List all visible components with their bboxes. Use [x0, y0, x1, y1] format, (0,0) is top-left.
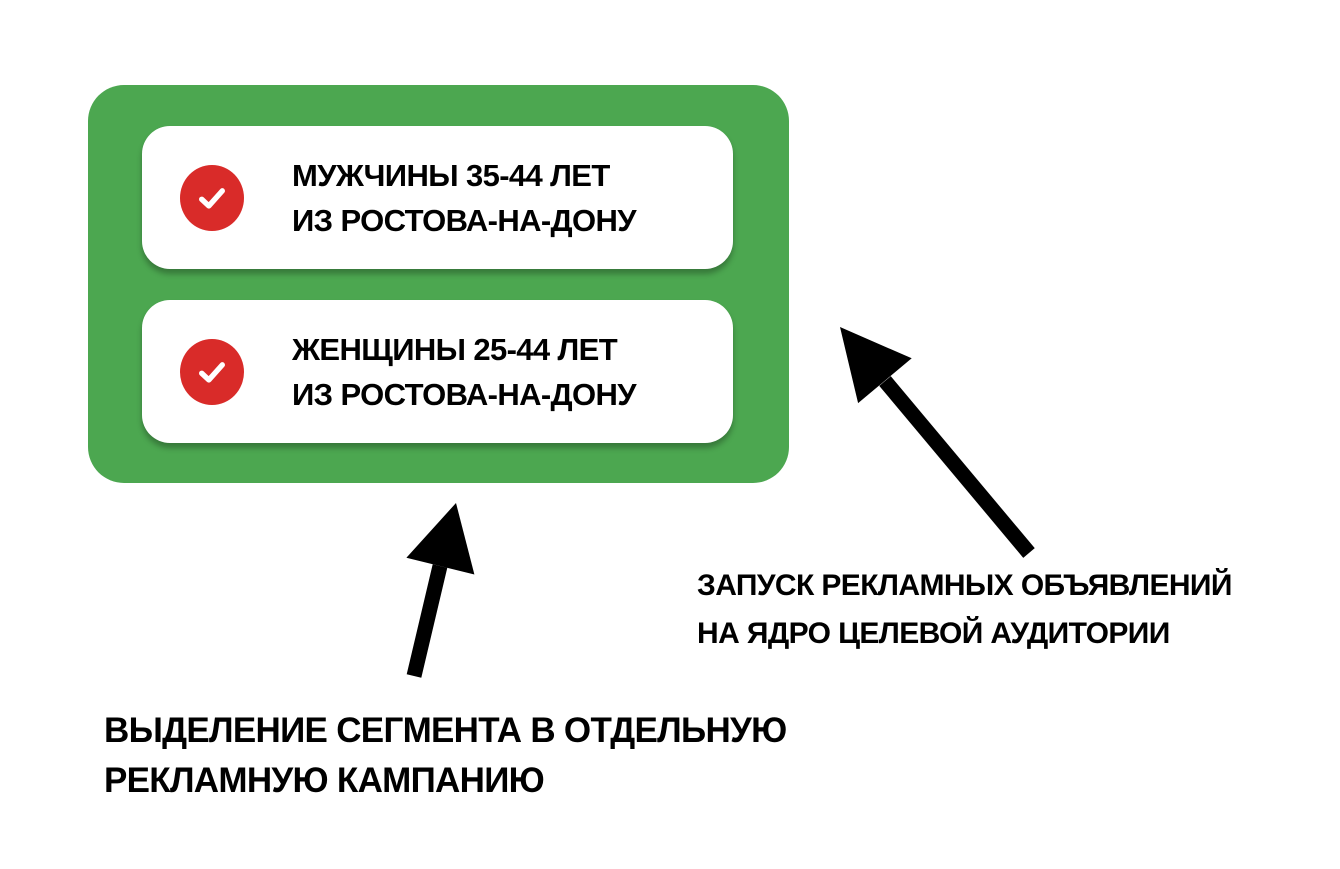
segment-line: МУЖЧИНЫ 35-44 ЛЕТ [292, 157, 610, 193]
callout-line: НА ЯДРО ЦЕЛЕВОЙ АУДИТОРИИ [697, 617, 1170, 650]
callout-line: РЕКЛАМНУЮ КАМПАНИЮ [104, 761, 545, 800]
callout-line: ВЫДЕЛЕНИЕ СЕГМЕНТА В ОТДЕЛЬНУЮ [104, 711, 787, 750]
callout-segment-campaign [104, 706, 787, 806]
segment-line: ИЗ РОСТОВА-НА-ДОНУ [292, 202, 636, 238]
segment-line: ЖЕНЩИНЫ 25-44 ЛЕТ [292, 331, 618, 367]
segment-line: ИЗ РОСТОВА-НА-ДОНУ [292, 376, 636, 412]
callout-launch-ads [697, 562, 1232, 658]
callout-line: ЗАПУСК РЕКЛАМНЫХ ОБЪЯВЛЕНИЙ [697, 569, 1232, 602]
arrow-up-left-to-panel-right [840, 327, 1029, 553]
arrow-up-to-panel-bottom [406, 503, 474, 676]
